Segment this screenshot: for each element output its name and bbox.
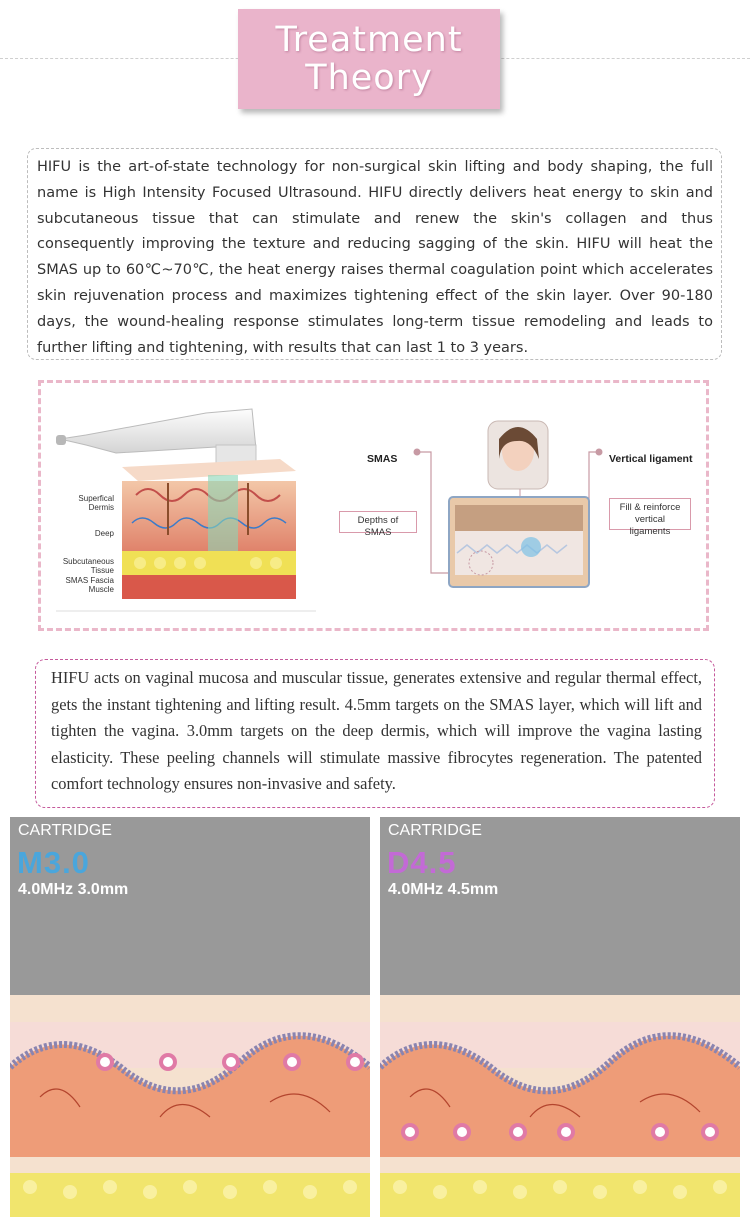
cartridge-d45-title: CARTRIDGE <box>388 822 482 839</box>
label-vertical-ligament: Vertical ligament <box>609 453 693 465</box>
box-depths-of-smas: Depths of SMAS <box>339 511 417 533</box>
cartridge-d45-code: D4.5 <box>387 845 457 880</box>
intro-text: HIFU is the art-of-state technology for non-surgical skin lifting and body shaping, the full name is High Intensity Focused Ultrasound. HIFU directly delivers heat energy to skin and subcutaneous tissue that can stimulate and renew the skin's collagen and thus consequently improving the texture and reducing sagging of the skin. HIFU will heat the SMAS up to 60℃~70℃, the heat energy raises thermal coagulation point which accelerates skin rejuvenation process and maximizes tightening effect of the skin layer. Over 90-180 days, the wound-healing response stimulates long-term tissue remodeling and leads to further lifting and tightening, with results that can last 1 to 3 years. <box>37 159 713 356</box>
vaginal-panel <box>35 659 715 808</box>
box-fill-reinforce: Fill & reinforce vertical ligaments <box>609 498 691 530</box>
label-smas-fascia-muscle: SMAS Fascia Muscle <box>65 576 114 594</box>
label-superficial-dermis: Superfical Dermis <box>78 494 114 512</box>
cartridge-m30-spec: 4.0MHz 3.0mm <box>18 881 129 898</box>
vaginal-text: HIFU acts on vaginal mucosa and muscular tissue, generates extensive and regular thermal effect, gets the instant tightening and lifting result. 4.5mm targets on the SMAS layer, which will lift and tighten the vagina. 3.0mm targets on the deep dermis, which will improve the vagina lasting elasticity. These peeling channels will stimulate massive fibrocytes regeneration. The patented comfort technology ensures non-invasive and safety. <box>51 668 702 793</box>
cartridge-card-m30 <box>10 817 370 1217</box>
cartridge-m30-code: M3.0 <box>17 845 90 880</box>
skin-layers-illustration <box>56 405 316 617</box>
diagram-panel <box>38 380 709 631</box>
cartridge-m30-title: CARTRIDGE <box>18 822 112 839</box>
label-subcutaneous-tissue: Subcutaneous Tissue <box>62 557 114 575</box>
label-deep: Deep <box>94 529 114 538</box>
title-badge <box>238 9 500 109</box>
title-line-2: Theory <box>305 58 433 98</box>
intro-panel <box>27 148 722 360</box>
title-line-1: Treatment <box>275 20 463 60</box>
cartridge-d45-spec: 4.0MHz 4.5mm <box>388 881 499 898</box>
smas-illustration <box>331 413 701 613</box>
label-smas: SMAS <box>367 453 398 465</box>
cartridge-card-d45 <box>380 817 740 1217</box>
